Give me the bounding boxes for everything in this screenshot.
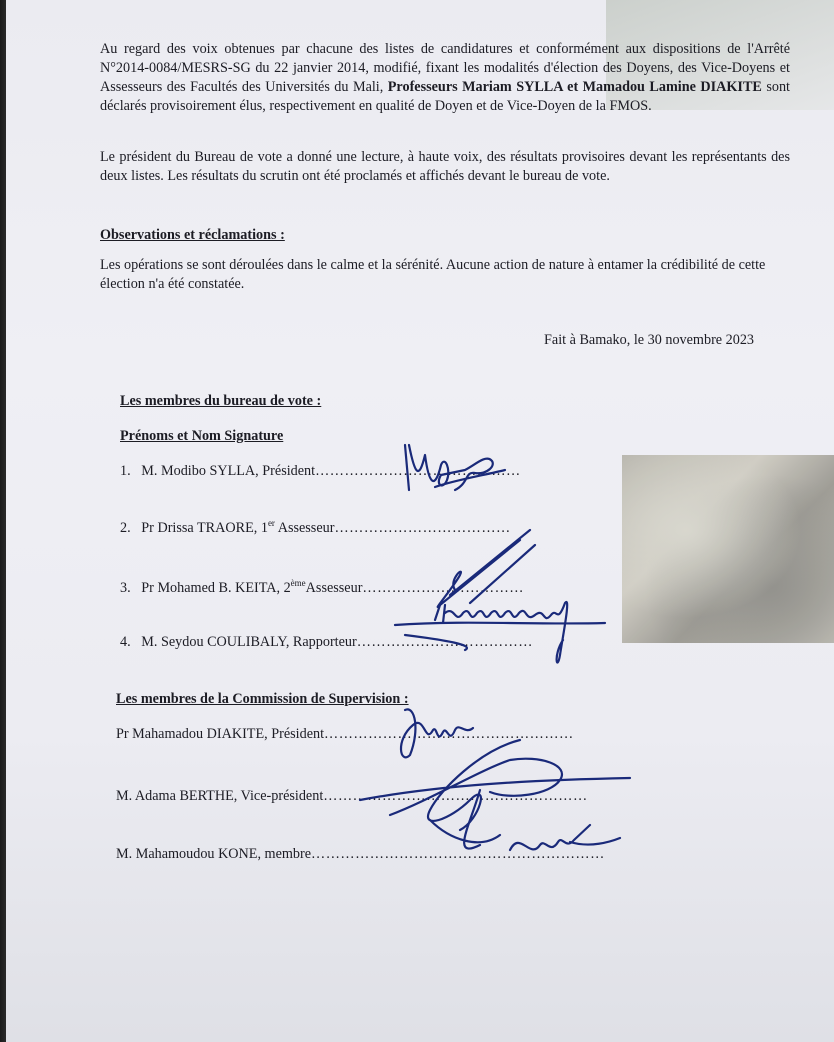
signature-dots: …………………………… xyxy=(362,580,524,596)
elected-names: Professeurs Mariam SYLLA et Mamadou Lamine DIAKITE xyxy=(387,79,762,95)
member-name: M. Modibo SYLLA, Président xyxy=(141,463,316,479)
column-heading: Prénoms et Nom Signature xyxy=(120,428,284,444)
signature-dots: ……………………………… xyxy=(334,520,511,536)
observations-heading: Observations et réclamations : xyxy=(100,227,285,243)
member-name: M. Seydou COULIBALY, Rapporteur xyxy=(141,634,357,650)
paragraph-results-tail: sont déclarés provisoirement élus, respectivement en qualité de Doyen et de Vice-Doyen de la FMOS. xyxy=(100,79,790,114)
paragraph-observations: Les opérations se sont déroulées dans le calme et la sérénité. Aucune action de nature à entamer la crédibilité de cette élection n'a été constatée. xyxy=(100,257,766,292)
item-number: 4. xyxy=(120,634,131,650)
signature-dots: …………………………………… xyxy=(315,463,521,479)
member-role: Assesseur xyxy=(305,580,363,596)
signature-berthe-kone xyxy=(330,730,640,880)
bureau-heading: Les membres du bureau de vote : xyxy=(120,393,322,409)
tape-glare-photo xyxy=(622,455,834,643)
item-number: 3. xyxy=(120,580,131,596)
ordinal-sup: er xyxy=(267,518,275,528)
ordinal-sup: ème xyxy=(290,578,306,588)
signature-dots: ……………………………… xyxy=(356,634,533,650)
item-number: 2. xyxy=(120,520,131,536)
member-role: Assesseur xyxy=(274,520,335,536)
member-name: M. Mahamoudou KONE, membre xyxy=(116,846,312,862)
signature-coulibaly xyxy=(385,595,615,675)
member-name: M. Adama BERTHE, Vice-président xyxy=(116,788,324,804)
item-number: 1. xyxy=(120,463,131,479)
date-line: Fait à Bamako, le 30 novembre 2023 xyxy=(544,332,755,348)
member-name: Pr Mahamadou DIAKITE, Président xyxy=(116,726,325,742)
member-name: Pr Drissa TRAORE, 1 xyxy=(141,520,268,536)
commission-heading: Les membres de la Commission de Supervision : xyxy=(116,691,409,707)
paragraph-reading: Le président du Bureau de vote a donné une lecture, à haute voix, des résultats provisoires devant les représentants des deux listes. Les résultats du scrutin ont été proclamés et affichés devant le bureau de vote. xyxy=(100,149,790,184)
signature-sylla xyxy=(395,435,515,500)
member-name: Pr Mohamed B. KEITA, 2 xyxy=(141,580,291,596)
paragraph-results xyxy=(100,40,790,116)
signature-dots: ……………………………………………… xyxy=(323,788,588,804)
paragraph-results-text: Au regard des voix obtenues par chacune des listes de candidatures et conformément aux dispositions de l'Arrêté N°2014-0084/MESRS-SG du 22 janvier 2014, modifié, fixant les modalités d'élection des Doyens, des Vice-Doyens et Assesseurs des Facultés des Universités du Mali, xyxy=(100,41,790,95)
signature-dots: …………………………………………………… xyxy=(311,846,605,862)
signature-dots: …………………………………………… xyxy=(324,726,574,742)
